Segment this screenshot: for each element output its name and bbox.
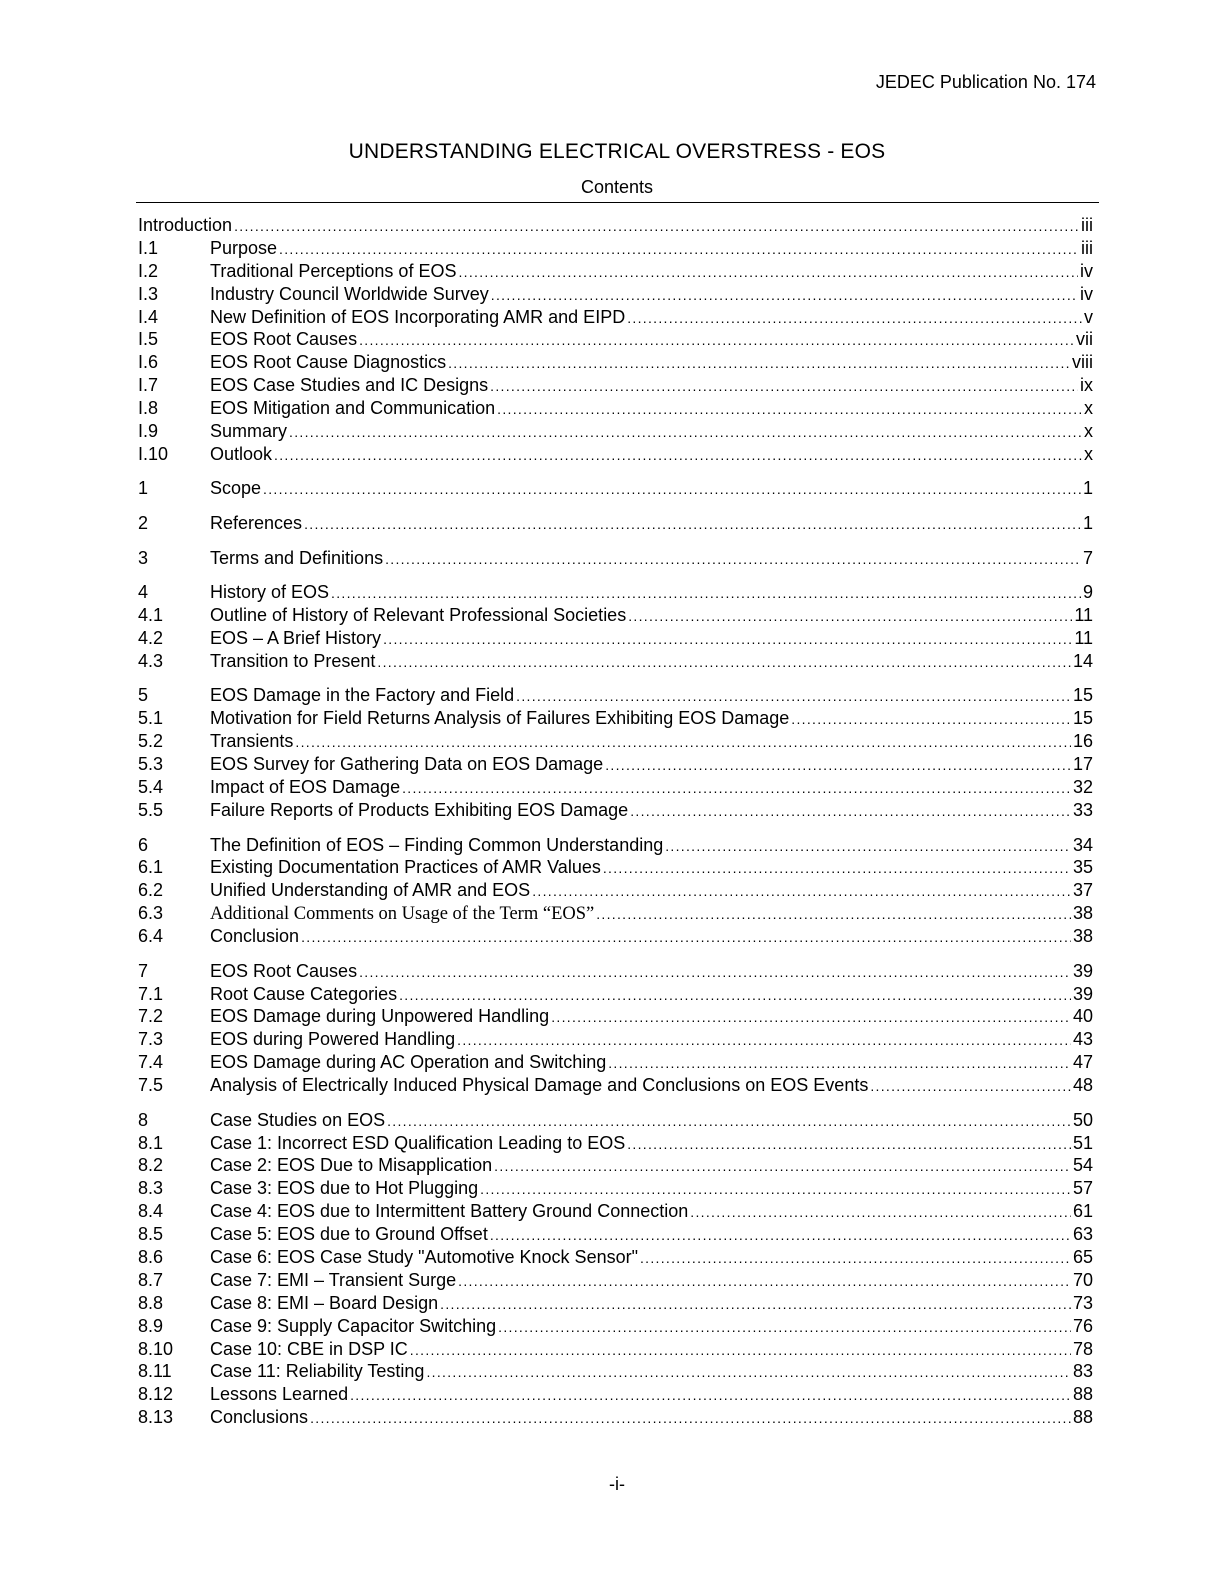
toc-entry[interactable] <box>138 684 1093 707</box>
toc-entry-page: 14 <box>1072 650 1093 671</box>
toc-entry-label: Case 10: CBE in DSP IC <box>210 1338 408 1359</box>
toc-leader-dots <box>498 1316 1071 1338</box>
toc-entry[interactable] <box>138 512 1093 535</box>
toc-entry-label: EOS Root Causes <box>210 960 358 981</box>
toc-entry-page: 9 <box>1082 582 1093 603</box>
toc-entry[interactable] <box>138 1360 1093 1383</box>
toc-entry-number: I.10 <box>138 443 169 464</box>
toc-leader-dots <box>605 754 1071 776</box>
toc-entry-page: 17 <box>1072 754 1093 775</box>
toc-leader-dots <box>497 398 1082 420</box>
toc-entry[interactable] <box>138 776 1093 799</box>
toc-entry-page: 38 <box>1072 926 1093 947</box>
toc-entry[interactable] <box>138 627 1093 650</box>
toc-entry-label: EOS Mitigation and Communication <box>210 398 496 419</box>
toc-leader-dots <box>440 1293 1071 1315</box>
toc-leader-dots <box>279 238 1079 260</box>
toc-entry-number: 8.6 <box>138 1247 164 1268</box>
toc-entry-label: Scope <box>210 478 262 499</box>
toc-entry[interactable] <box>138 351 1093 374</box>
toc-entry-number: I.4 <box>138 306 159 327</box>
toc-leader-dots <box>331 582 1081 604</box>
toc-leader-dots <box>490 1224 1071 1246</box>
toc-entry-label: History of EOS <box>210 582 330 603</box>
toc-entry-page: 43 <box>1072 1029 1093 1050</box>
toc-leader-dots <box>399 984 1071 1006</box>
toc-entry[interactable] <box>138 902 1093 925</box>
toc-entry-page: iv <box>1080 283 1093 304</box>
toc-entry-label: Case 11: Reliability Testing <box>210 1361 425 1382</box>
toc-leader-dots <box>457 1029 1071 1051</box>
toc-entry-number: 2 <box>138 513 149 534</box>
toc-leader-dots <box>385 548 1081 570</box>
toc-entry-number: I.9 <box>138 421 159 442</box>
toc-leader-dots <box>263 478 1081 500</box>
toc-entry-page: 88 <box>1072 1407 1093 1428</box>
toc-entry-label: Case 2: EOS Due to Misapplication <box>210 1155 493 1176</box>
toc-leader-dots <box>516 685 1071 707</box>
toc-entry[interactable] <box>138 1246 1093 1269</box>
toc-entry[interactable] <box>138 925 1093 948</box>
toc-entry-label: Lessons Learned <box>210 1384 349 1405</box>
toc-entry[interactable] <box>138 581 1093 604</box>
toc-entry[interactable] <box>138 260 1093 283</box>
toc-entry-page: x <box>1084 398 1093 419</box>
toc-entry[interactable] <box>138 1005 1093 1028</box>
toc-entry-label: Analysis of Electrically Induced Physical Damage and Conclusions on EOS Events <box>210 1075 869 1096</box>
toc-leader-dots <box>491 284 1078 306</box>
toc-leader-dots <box>301 926 1071 948</box>
toc-entry-page: iv <box>1080 260 1093 281</box>
toc-leader-dots <box>490 375 1078 397</box>
toc-entry-number: 5.2 <box>138 731 164 752</box>
toc-entry-label: Existing Documentation Practices of AMR Values <box>210 857 601 878</box>
toc-entry-page: 54 <box>1072 1155 1093 1176</box>
page-number: -i- <box>609 1474 625 1494</box>
toc-entry[interactable] <box>138 1200 1093 1223</box>
toc-entry-label: Failure Reports of Products Exhibiting EOS Damage <box>210 799 629 820</box>
toc-entry-number: 8.9 <box>138 1315 164 1336</box>
toc-entry-number: I.2 <box>138 260 159 281</box>
toc-leader-dots <box>627 307 1082 329</box>
toc-section-s6 <box>138 834 1093 948</box>
toc-entry-label: Conclusions <box>210 1407 309 1428</box>
toc-section-s3 <box>138 547 1093 570</box>
toc-entry-label: Case 4: EOS due to Intermittent Battery Ground Connection <box>210 1201 689 1222</box>
toc-entry-label: Industry Council Worldwide Survey <box>210 283 489 304</box>
toc-leader-dots <box>295 731 1071 753</box>
toc-entry[interactable] <box>138 707 1093 730</box>
toc-entry-number: I.6 <box>138 352 159 373</box>
table-of-contents <box>138 214 1093 1441</box>
toc-entry-number: 5.5 <box>138 799 164 820</box>
toc-entry-label: Case 9: Supply Capacitor Switching <box>210 1315 497 1336</box>
toc-entry-page: 65 <box>1072 1247 1093 1268</box>
publication-header: JEDEC Publication No. 174 <box>875 72 1096 92</box>
toc-entry-page: 78 <box>1072 1338 1093 1359</box>
toc-entry[interactable] <box>138 328 1093 351</box>
toc-leader-dots <box>387 1110 1071 1132</box>
toc-leader-dots <box>627 1133 1071 1155</box>
toc-leader-dots <box>304 513 1081 535</box>
toc-entry-number: 8.7 <box>138 1269 164 1290</box>
toc-entry-page: 50 <box>1072 1109 1093 1130</box>
toc-entry-page: 70 <box>1072 1269 1093 1290</box>
toc-entry[interactable] <box>138 477 1093 500</box>
toc-entry-page: 51 <box>1072 1132 1093 1153</box>
toc-entry[interactable] <box>138 1406 1093 1429</box>
toc-entry-label: EOS – A Brief History <box>210 628 382 648</box>
toc-entry-page: 39 <box>1072 960 1093 981</box>
toc-leader-dots <box>289 421 1082 443</box>
toc-entry-label: EOS Damage during Unpowered Handling <box>210 1006 550 1027</box>
toc-entry-number: 5.1 <box>138 708 164 729</box>
toc-leader-dots <box>791 708 1071 730</box>
toc-entry-number: 6.1 <box>138 857 164 878</box>
toc-entry-number: 8.1 <box>138 1132 164 1153</box>
toc-entry[interactable] <box>138 1132 1093 1155</box>
toc-entry-page: x <box>1084 443 1093 464</box>
toc-leader-dots <box>402 777 1071 799</box>
toc-leader-dots <box>532 880 1071 902</box>
toc-entry-label: Case 8: EMI – Board Design <box>210 1292 439 1313</box>
toc-entry-page: 11 <box>1074 605 1093 626</box>
toc-entry-number: I.1 <box>138 237 159 258</box>
toc-entry-number: 4.3 <box>138 650 164 671</box>
toc-entry-page: 7 <box>1082 547 1093 568</box>
toc-leader-dots <box>494 1155 1071 1177</box>
toc-entry[interactable] <box>138 730 1093 753</box>
toc-entry-number: 8.13 <box>138 1407 174 1428</box>
toc-entry-label: EOS Damage during AC Operation and Switching <box>210 1052 607 1073</box>
toc-entry[interactable] <box>138 1051 1093 1074</box>
toc-entry[interactable] <box>138 1154 1093 1177</box>
toc-leader-dots <box>628 605 1072 627</box>
toc-entry-page: vii <box>1076 329 1093 350</box>
toc-entry[interactable] <box>138 960 1093 983</box>
toc-entry[interactable] <box>138 1074 1093 1097</box>
toc-entry-label: Case 1: Incorrect ESD Qualification Leading to EOS <box>210 1132 626 1153</box>
title-rule <box>136 202 1099 203</box>
toc-entry-page: 11 <box>1074 628 1093 648</box>
toc-entry-page: 1 <box>1082 478 1093 499</box>
toc-entry-number: 1 <box>138 478 149 499</box>
toc-entry-label: EOS Case Studies and IC Designs <box>210 375 489 396</box>
toc-entry-number: 7.5 <box>138 1075 164 1096</box>
toc-entry-number: 7.2 <box>138 1006 164 1027</box>
toc-entry[interactable] <box>138 374 1093 397</box>
toc-entry-label: Unified Understanding of AMR and EOS <box>210 880 531 901</box>
toc-entry-page: 40 <box>1072 1006 1093 1027</box>
toc-entry[interactable] <box>138 1269 1093 1292</box>
toc-entry-number: 6.2 <box>138 880 164 901</box>
toc-leader-dots <box>410 1339 1071 1361</box>
toc-entry-label: EOS during Powered Handling <box>210 1029 456 1050</box>
toc-leader-dots <box>426 1361 1071 1383</box>
toc-entry-page: 47 <box>1072 1052 1093 1073</box>
toc-entry[interactable] <box>138 1292 1093 1315</box>
toc-entry[interactable] <box>138 1177 1093 1200</box>
toc-leader-dots <box>234 215 1079 237</box>
toc-entry-number: I.3 <box>138 283 159 304</box>
toc-entry-label: Case 3: EOS due to Hot Plugging <box>210 1178 479 1199</box>
toc-leader-dots <box>603 857 1071 879</box>
toc-entry-number: 8.12 <box>138 1384 174 1405</box>
toc-entry-number: 6.3 <box>138 903 164 924</box>
toc-entry-page: 1 <box>1082 513 1093 534</box>
toc-entry-page: iii <box>1081 215 1093 235</box>
toc-entry-label: Summary <box>210 421 288 442</box>
toc-entry-label: Purpose <box>210 237 278 258</box>
toc-entry[interactable] <box>138 1223 1093 1246</box>
toc-entry[interactable] <box>138 1028 1093 1051</box>
toc-entry-label: Impact of EOS Damage <box>210 777 401 798</box>
toc-entry-number: 8.3 <box>138 1178 164 1199</box>
toc-entry-page: x <box>1084 421 1093 442</box>
toc-entry-page: 33 <box>1072 799 1093 820</box>
toc-entry-page: iii <box>1081 237 1093 258</box>
toc-section-s2 <box>138 512 1093 535</box>
toc-entry-label: Traditional Perceptions of EOS <box>210 260 457 281</box>
toc-entry-page: 38 <box>1072 903 1093 924</box>
toc-entry-label: Case 7: EMI – Transient Surge <box>210 1269 457 1290</box>
toc-entry[interactable] <box>138 650 1093 673</box>
toc-entry-label: EOS Damage in the Factory and Field <box>210 685 515 706</box>
toc-leader-dots <box>359 329 1074 351</box>
toc-entry-number: 6.4 <box>138 926 164 947</box>
toc-leader-dots <box>350 1384 1071 1406</box>
toc-entry[interactable] <box>138 856 1093 879</box>
toc-entry-label: Case 6: EOS Case Study "Automotive Knock Sensor" <box>210 1247 638 1268</box>
toc-entry-page: v <box>1084 306 1093 327</box>
toc-entry-page: 35 <box>1072 857 1093 878</box>
toc-entry-number: I.5 <box>138 329 159 350</box>
toc-leader-dots <box>310 1407 1071 1429</box>
toc-entry-label: Terms and Definitions <box>210 547 384 568</box>
toc-entry[interactable] <box>138 306 1093 329</box>
toc-entry[interactable] <box>138 1109 1093 1132</box>
toc-entry-label: Outlook <box>210 443 273 464</box>
toc-entry-number: 7.3 <box>138 1029 164 1050</box>
toc-entry-number: 7 <box>138 960 149 981</box>
toc-leader-dots <box>690 1201 1071 1223</box>
toc-entry-number: 3 <box>138 547 149 568</box>
toc-entry-number: 7.1 <box>138 983 164 1004</box>
toc-entry-number: I.8 <box>138 398 159 419</box>
toc-entry[interactable] <box>138 753 1093 776</box>
toc-leader-dots <box>480 1178 1071 1200</box>
document-title: UNDERSTANDING ELECTRICAL OVERSTRESS - EOS <box>348 140 886 163</box>
toc-entry-page: 73 <box>1072 1292 1093 1313</box>
toc-entry-number: 8.10 <box>138 1338 174 1359</box>
toc-entry[interactable] <box>138 1338 1093 1361</box>
toc-entry-label: The Definition of EOS – Finding Common Understanding <box>210 834 664 855</box>
toc-leader-dots <box>359 961 1071 983</box>
toc-entry-number: 5.4 <box>138 777 164 798</box>
toc-section-s4 <box>138 581 1093 673</box>
toc-entry-number: 8 <box>138 1109 149 1130</box>
toc-entry-label: References <box>210 513 303 534</box>
toc-entry-page: 32 <box>1072 777 1093 798</box>
toc-entry[interactable] <box>138 420 1093 443</box>
toc-entry[interactable] <box>138 879 1093 902</box>
toc-entry-label: Conclusion <box>210 926 300 947</box>
toc-entry-number: 4.2 <box>138 628 164 648</box>
toc-leader-dots <box>458 261 1078 283</box>
toc-leader-dots <box>608 1052 1071 1074</box>
toc-entry-page: ix <box>1080 375 1093 396</box>
toc-entry-number: 8.11 <box>138 1361 172 1382</box>
toc-entry-page: 88 <box>1072 1384 1093 1405</box>
toc-entry-page: 61 <box>1072 1201 1093 1222</box>
toc-entry-number: 6 <box>138 834 149 855</box>
toc-leader-dots <box>458 1270 1071 1292</box>
toc-entry-label: Transition to Present <box>210 650 376 671</box>
toc-entry-label: Introduction <box>138 215 233 235</box>
toc-entry-label: Case Studies on EOS <box>210 1109 386 1130</box>
toc-entry-number: 4 <box>138 582 149 603</box>
toc-entry-page: 37 <box>1072 880 1093 901</box>
toc-entry-label: Additional Comments on Usage of the Term “EOS” <box>210 904 595 925</box>
toc-entry-page: 16 <box>1072 731 1093 752</box>
toc-entry[interactable] <box>138 604 1093 627</box>
toc-leader-dots <box>870 1075 1071 1097</box>
toc-entry-label: EOS Root Causes <box>210 329 358 350</box>
toc-entry-page: 15 <box>1072 685 1093 706</box>
toc-entry-page: 39 <box>1072 983 1093 1004</box>
toc-entry-label: EOS Survey for Gathering Data on EOS Damage <box>210 754 604 775</box>
toc-entry-label: New Definition of EOS Incorporating AMR and EIPD <box>210 306 626 327</box>
toc-entry-number: 5.3 <box>138 754 164 775</box>
contents-heading: Contents <box>580 177 654 197</box>
toc-section-s8 <box>138 1109 1093 1429</box>
toc-entry[interactable] <box>138 443 1093 466</box>
toc-entry[interactable] <box>138 283 1093 306</box>
toc-leader-dots <box>274 444 1082 466</box>
toc-entry-number: 4.1 <box>138 605 164 626</box>
toc-entry-page: viii <box>1072 352 1093 373</box>
toc-section-intro <box>138 237 1093 466</box>
toc-entry-number: I.7 <box>138 375 159 396</box>
toc-entry-page: 63 <box>1072 1224 1093 1245</box>
toc-entry-introduction[interactable] <box>138 214 1093 237</box>
toc-leader-dots <box>665 835 1071 857</box>
toc-leader-dots <box>383 628 1072 650</box>
toc-entry-page: 15 <box>1072 708 1093 729</box>
toc-leader-dots <box>596 903 1071 925</box>
toc-entry-page: 57 <box>1072 1178 1093 1199</box>
toc-section-s7 <box>138 960 1093 1097</box>
toc-entry[interactable] <box>138 799 1093 822</box>
toc-entry-label: Outline of History of Relevant Professional Societies <box>210 605 627 626</box>
toc-entry-label: Motivation for Field Returns Analysis of Failures Exhibiting EOS Damage <box>210 708 790 729</box>
toc-leader-dots <box>630 800 1071 822</box>
toc-entry-number: 8.5 <box>138 1224 164 1245</box>
toc-leader-dots <box>448 352 1070 374</box>
toc-entry[interactable] <box>138 237 1093 260</box>
toc-entry-page: 83 <box>1072 1361 1093 1382</box>
toc-entry-label: Root Cause Categories <box>210 983 398 1004</box>
toc-entry[interactable] <box>138 983 1093 1006</box>
toc-entry-label: EOS Root Cause Diagnostics <box>210 352 447 373</box>
toc-entry[interactable] <box>138 1315 1093 1338</box>
toc-entry[interactable] <box>138 1383 1093 1406</box>
toc-entry-number: 7.4 <box>138 1052 164 1073</box>
toc-entry-number: 5 <box>138 685 149 706</box>
toc-entry-number: 8.8 <box>138 1292 164 1313</box>
toc-entry-page: 34 <box>1072 834 1093 855</box>
toc-entry-page: 48 <box>1072 1075 1093 1096</box>
toc-entry[interactable] <box>138 834 1093 857</box>
toc-section-s1 <box>138 477 1093 500</box>
toc-entry[interactable] <box>138 397 1093 420</box>
toc-entry-number: 8.2 <box>138 1155 164 1176</box>
toc-leader-dots <box>377 651 1071 673</box>
toc-entry-number: 8.4 <box>138 1201 164 1222</box>
toc-entry-page: 76 <box>1072 1315 1093 1336</box>
toc-leader-dots <box>640 1247 1071 1269</box>
toc-entry-label: Transients <box>210 731 294 752</box>
toc-entry-label: Case 5: EOS due to Ground Offset <box>210 1224 488 1245</box>
toc-entry[interactable] <box>138 547 1093 570</box>
toc-section-s5 <box>138 684 1093 821</box>
toc-leader-dots <box>551 1006 1071 1028</box>
